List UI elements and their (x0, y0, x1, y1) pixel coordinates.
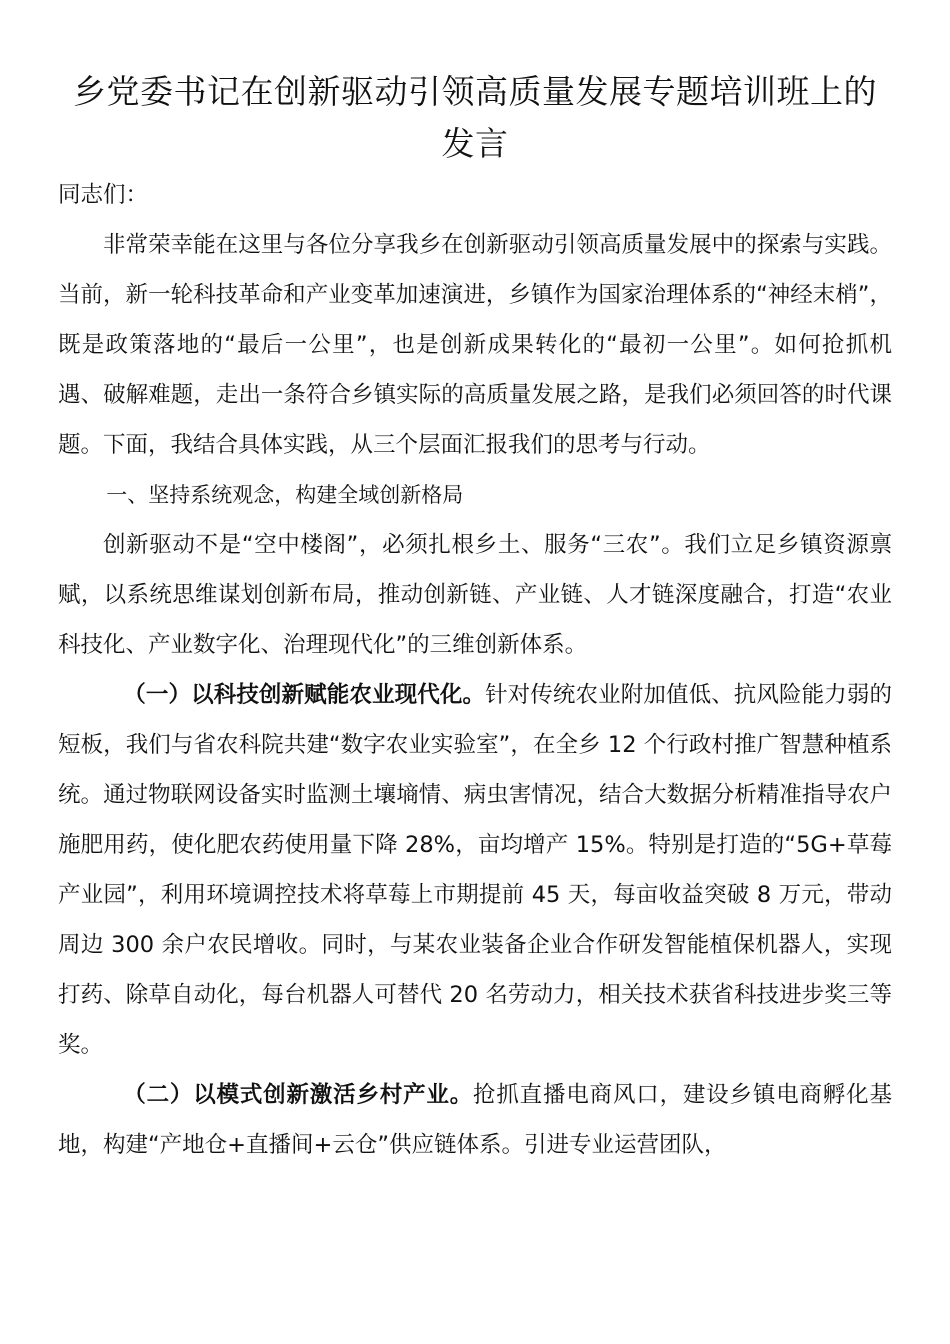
intro-paragraph: 非常荣幸能在这里与各位分享我乡在创新驱动引领高质量发展中的探索与实践。当前，新一轮科技革命和产业变革加速演进，乡镇作为国家治理体系的“神经末梢”，既是政策落地的“最后一公里”，也是创新成果转化的“最初一公里”。如何抢抓机遇、破解难题，走出一条符合乡镇实际的高质量发展之路，是我们必须回答的时代课题。下面，我结合具体实践，从三个层面汇报我们的思考与行动。 (58, 232, 892, 458)
section-1-paragraph: 创新驱动不是“空中楼阁”，必须扎根乡土、服务“三农”。我们立足乡镇资源禀赋，以系统思维谋划创新布局，推动创新链、产业链、人才链深度融合，打造“农业科技化、产业数字化、治理现代化”的三维创新体系。 (58, 532, 892, 658)
section-1-heading: 一、坚持系统观念，构建全域创新格局 (106, 483, 464, 507)
subsection-1-lead: （一）以科技创新赋能农业现代化。 (123, 682, 486, 708)
subsection-1-body: 针对传统农业附加值低、抗风险能力弱的短板，我们与省农科院共建“数字农业实验室”，在全乡 12 个行政村推广智慧种植系统。通过物联网设备实时监测土壤墒情、病虫害情况，结合大数据分析精准指导农户施肥用药，使化肥农药使用量下降 28%，亩均增产 15%。特别是打造的“5G+草莓产业园”，利用环境调控技术将草莓上市期提前 45 天，每亩收益突破 8 万元，带动周边 300 余户农民增收。同时，与某农业装备企业合作研发智能植保机器人，实现打药、除草自动化，每台机器人可替代 20 名劳动力，相关技术获省科技进步奖三等奖。 (58, 682, 892, 1058)
subsection-2-paragraph (58, 1070, 892, 1170)
salutation: 同志们： (58, 182, 149, 208)
subsection-2-body: 抢抓直播电商风口，建设乡镇电商孵化基地，构建“产地仓+直播间+云仓”供应链体系。引进专业运营团队， (58, 1082, 892, 1158)
subsection-2-lead: （二）以模式创新激活乡村产业。 (123, 1082, 474, 1108)
subsection-1-paragraph (58, 670, 892, 1070)
document-page (58, 66, 892, 1170)
document-title: 乡党委书记在创新驱动引领高质量发展专题培训班上的发言 (73, 72, 877, 163)
